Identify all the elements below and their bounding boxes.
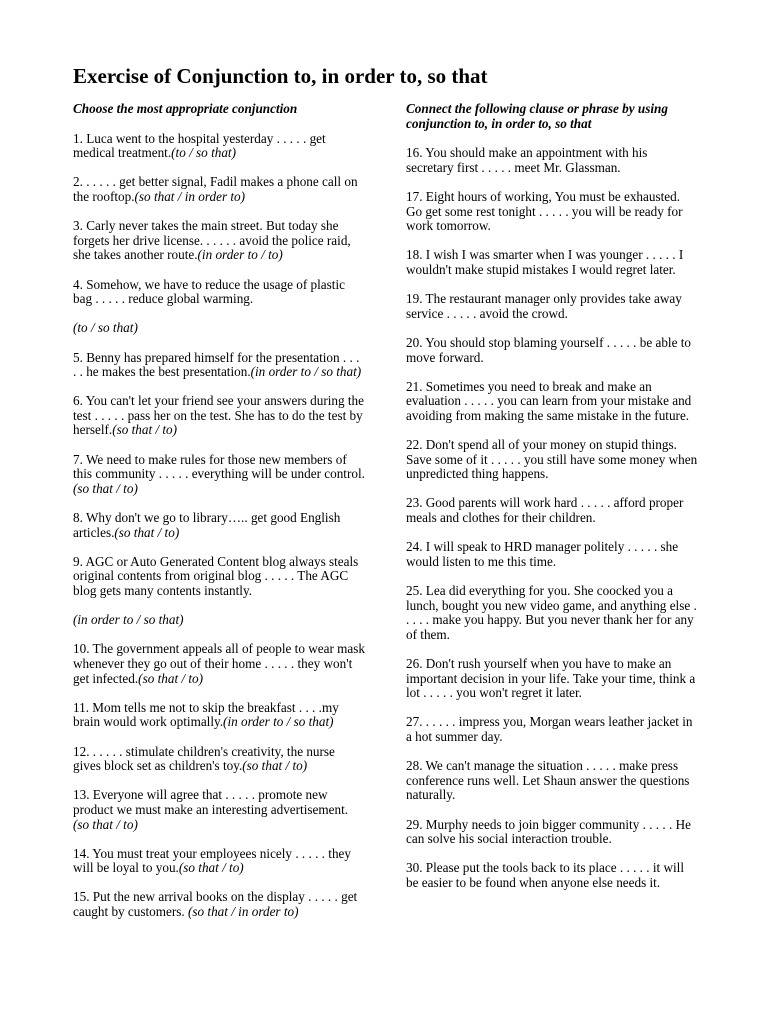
exercise-item-22: 22. Don't spend all of your money on stupid things. Save some of it . . . . . you still have some money when unpredicted thing happens. [406,437,698,482]
exercise-item-30: 30. Please put the tools back to its place . . . . . it will be easier to be found when anyone else needs it. [406,860,684,890]
exercise-item-9-options: (in order to / so that) [73,612,184,628]
exercise-item-15: 15. Put the new arrival books on the display . . . . . get caught by customers. (so that / in order to) [73,889,358,920]
exercise-item-9: 9. AGC or Auto Generated Content blog always steals original contents from original blog . . . . . The AGC blog gets many contents instantly. [73,553,359,598]
exercise-item-6: 6. You can't let your friend see your answers during the test . . . . . pass her on the test. She has to do the test by herself.(so that / to) [73,393,364,438]
exercise-item-21: 21. Sometimes you need to break and make an evaluation . . . . . you can learn from your mistake and avoiding from making the same mistake in the future. [406,378,692,423]
exercise-column-left [73,102,365,934]
exercise-item-10: 10. The government appeals all of people to wear mask whenever they go out of their home . . . . . they won't get infected.(so that / to) [73,641,365,686]
exercise-item-7: 7. We need to make rules for those new members of this community . . . . . everything will be under control.(so that / to) [73,451,365,496]
exercise-item-17: 17. Eight hours of working, You must be exhausted. Go get some rest tonight . . . . . you will be ready for work tomorrow. [406,188,683,234]
exercise-item-1: 1. Luca went to the hospital yesterday . . . . . get medical treatment.(to / so that) [73,130,326,161]
exercise-column-right [406,102,698,905]
exercise-item-14: 14. You must treat your employees nicely . . . . . they will be loyal to you.(so that / to) [73,845,351,876]
exercise-item-11: 11. Mom tells me not to skip the breakfast . . . .my brain would work optimally.(in order to / so that) [73,699,339,730]
exercise-item-23: 23. Good parents will work hard . . . . . afford proper meals and clothes for their children. [406,495,684,526]
exercise-item-16: 16. You should make an appointment with his secretary first . . . . . meet Mr. Glassman. [406,145,648,175]
section-heading-choose: Choose the most appropriate conjunction [73,101,298,116]
page-title: Exercise of Conjunction to, in order to, so that [73,64,488,88]
exercise-item-29: 29. Murphy needs to join bigger community . . . . . He can solve his social interaction trouble. [406,816,691,847]
exercise-item-18: 18. I wish I was smarter when I was younger . . . . . I wouldn't make stupid mistakes I would regret later. [406,247,684,277]
exercise-item-13: 13. Everyone will agree that . . . . . promote new product we must make an interesting advertisement. (so that / to) [73,787,349,832]
exercise-item-20: 20. You should stop blaming yourself . . . . . be able to move forward. [406,334,691,365]
exercise-item-2: 2. . . . . . get better signal, Fadil makes a phone call on the rooftop.(so that / in order to) [73,174,358,204]
exercise-item-5: 5. Benny has prepared himself for the presentation . . . . . he makes the best presentation.(in order to / so that) [73,349,362,380]
exercise-item-4: 4. Somehow, we have to reduce the usage of plastic bag . . . . . reduce global warming. [73,276,345,307]
exercise-item-4-options: (to / so that) [73,320,138,336]
exercise-item-8: 8. Why don't we go to library….. get good English articles.(so that / to) [73,510,341,540]
exercise-item-24: 24. I will speak to HRD manager politely . . . . . she would listen to me this time. [406,539,679,569]
exercise-item-12: 12. . . . . . stimulate children's creativity, the nurse gives block set as children's toy.(so that / to) [73,743,335,774]
exercise-item-25: 25. Lea did everything for you. She coocked you a lunch, bought you new video game, and anything else . . . . . make you happy. But you never thank her for any of them. [406,583,697,642]
exercise-item-27: 27. . . . . . impress you, Morgan wears leather jacket in a hot summer day. [406,714,693,744]
exercise-item-28: 28. We can't manage the situation . . . . . make press conference runs well. Let Shaun answer the questions naturally. [406,758,690,803]
exercise-item-19: 19. The restaurant manager only provides take away service . . . . . avoid the crowd. [406,291,682,321]
exercise-item-26: 26. Don't rush yourself when you have to make an important decision in your life. Take your time, think a lot . . . . . you won't regret it later. [406,655,696,701]
section-heading-connect: Connect the following clause or phrase by using conjunction to, in order to, so that [406,101,668,131]
exercise-item-3: 3. Carly never takes the main street. But today she forgets her drive license. . . . . . avoid the police raid, she takes another route.(in order to / to) [73,218,351,263]
